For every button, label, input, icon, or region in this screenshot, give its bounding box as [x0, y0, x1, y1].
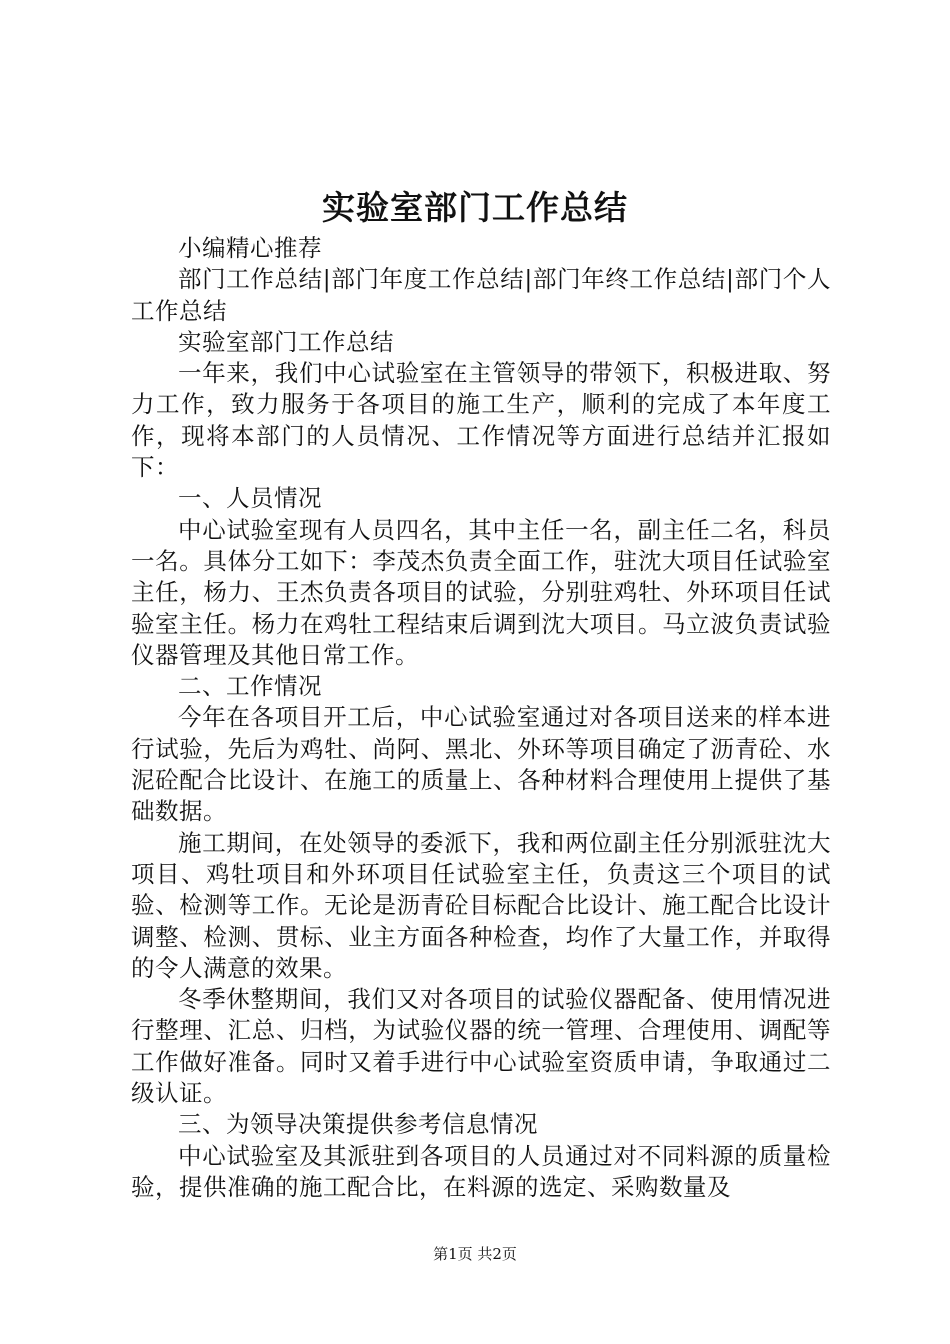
paragraph-work-1: 今年在各项目开工后，中心试验室通过对各项目送来的样本进行试验，先后为鸡牡、尚阿、黑北、外环等项目确定了沥青砼、水泥砼配合比设计、在施工的质量上、各种材料合理使用上提供了基础数据。: [131, 703, 831, 826]
paragraph-related-links: 部门工作总结|部门年度工作总结|部门年终工作总结|部门个人工作总结: [131, 265, 831, 325]
paragraph-work-3: 冬季休整期间，我们又对各项目的试验仪器配备、使用情况进行整理、汇总、归档，为试验仪器的统一管理、合理使用、调配等工作做好准备。同时又着手进行中心试验室资质申请，争取通过二级认证。: [131, 985, 831, 1108]
paragraph-recommendation: 小编精心推荐: [178, 234, 322, 262]
page-footer: 第1页 共2页: [433, 1245, 517, 1263]
paragraph-personnel: 中心试验室现有人员四名，其中主任一名，副主任二名，科员一名。具体分工如下：李茂杰负责全面工作，驻沈大项目任试验室主任，杨力、王杰负责各项目的试验，分别驻鸡牡、外环项目任试验室主任。杨力在鸡牡工程结束后调到沈大项目。马立波负责试验仪器管理及其他日常工作。: [131, 515, 831, 669]
document-title: 实验室部门工作总结: [322, 188, 628, 227]
paragraph-subtitle: 实验室部门工作总结: [178, 327, 394, 356]
section-heading-personnel: 一、人员情况: [178, 484, 322, 513]
section-heading-decision-support: 三、为领导决策提供参考信息情况: [178, 1110, 538, 1139]
document-body: [131, 233, 831, 1203]
paragraph-decision-support: 中心试验室及其派驻到各项目的人员通过对不同料源的质量检验，提供准确的施工配合比，在料源的选定、采购数量及: [131, 1141, 831, 1201]
section-heading-work: 二、工作情况: [178, 672, 322, 701]
paragraph-intro: 一年来，我们中心试验室在主管领导的带领下，积极进取、努力工作，致力服务于各项目的施工生产，顺利的完成了本年度工作，现将本部门的人员情况、工作情况等方面进行总结并汇报如下：: [131, 359, 831, 482]
paragraph-work-2: 施工期间，在处领导的委派下，我和两位副主任分别派驻沈大项目、鸡牡项目和外环项目任试验室主任，负责这三个项目的试验、检测等工作。无论是沥青砼目标配合比设计、施工配合比设计调整、检测、贯标、业主方面各种检查，均作了大量工作，并取得的令人满意的效果。: [131, 828, 831, 982]
